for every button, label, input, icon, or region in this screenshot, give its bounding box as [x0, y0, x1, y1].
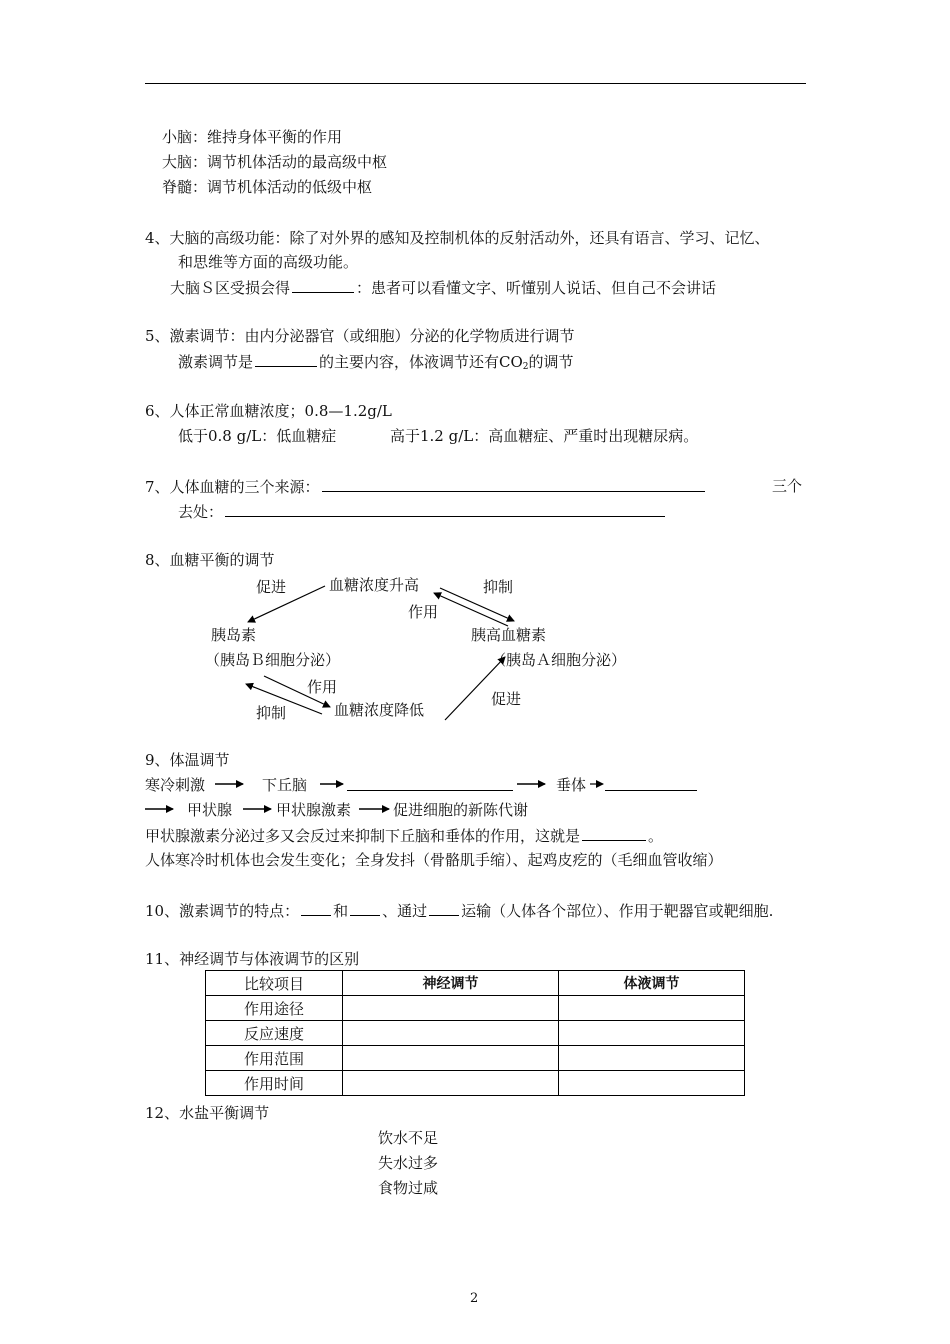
cold-stimulus: 寒冷刺激: [145, 776, 206, 794]
feature-blank-3[interactable]: [429, 900, 459, 916]
arrow-fall-to-insulin: [246, 684, 322, 714]
hormone-reg-text: 激素调节是: [178, 353, 254, 371]
row-label: 作用范围: [206, 1046, 343, 1071]
neural-cell[interactable]: [343, 996, 559, 1021]
trh-blank[interactable]: [347, 775, 513, 791]
humoral-cell[interactable]: [559, 1071, 745, 1096]
and-text: 和: [333, 902, 349, 920]
action-top-label: 作用: [408, 603, 439, 621]
section5-line1: 5、激素调节：由内分泌器官（或细胞）分泌的化学物质进行调节: [145, 327, 575, 345]
glucagon-source: （胰岛Ａ细胞分泌）: [491, 651, 627, 669]
via-text: 、通过: [382, 902, 428, 920]
thyroxine-node: 甲状腺激素: [276, 801, 352, 819]
arrow-fall-to-glucagon: [445, 657, 505, 720]
cerebrum-line: 大脑：调节机体活动的最高级中枢: [162, 153, 388, 171]
glucose-destinations-label: 去处：: [178, 503, 224, 521]
thyroid-node: 甲状腺: [187, 801, 233, 819]
inhibit-bottom-label: 抑制: [256, 704, 287, 722]
tsh-blank[interactable]: [605, 775, 697, 791]
transport-text: 运输（人体各个部位）、作用于靶器官或靶细胞.: [461, 902, 774, 920]
water-item-1: 饮水不足: [378, 1129, 439, 1147]
co2-subscript: 2: [522, 362, 529, 372]
spinal-line: 脊髓：调节机体活动的低级中枢: [162, 178, 373, 196]
insulin-source: （胰岛Ｂ细胞分泌）: [205, 651, 341, 669]
inhibit-top-label: 抑制: [483, 578, 514, 596]
arrow-rise-to-insulin: [248, 586, 325, 622]
feedback-end: 。: [648, 827, 664, 845]
humoral-cell[interactable]: [559, 1021, 745, 1046]
promote-left-label: 促进: [256, 578, 287, 596]
table-row: [206, 996, 745, 1021]
s-area-text: 大脑Ｓ区受损会得: [170, 279, 291, 297]
shiver-line: 人体寒冷时机体也会发生变化；全身发抖（骨骼肌手缩）、起鸡皮疙的（毛细血管收缩）: [145, 851, 723, 869]
feedback-text: 甲状腺激素分泌过多又会反过来抑制下丘脑和垂体的作用，这就是: [145, 827, 581, 845]
feature-blank-2[interactable]: [350, 900, 380, 916]
water-item-2: 失水过多: [378, 1154, 439, 1172]
section12-title: 12、水盐平衡调节: [145, 1104, 270, 1122]
glucose-fall-node: 血糖浓度降低: [334, 701, 425, 719]
table-header-row: [206, 971, 745, 996]
metabolism-node: 促进细胞的新陈代谢: [393, 801, 529, 819]
table-row: [206, 1071, 745, 1096]
tsh-blank-wrap: [603, 775, 699, 796]
page-number: 2: [470, 1291, 479, 1306]
high-glucose: 高于1.2 g/L：高血糖症、严重时出现糖尿病。: [390, 427, 699, 445]
action-bottom-label: 作用: [307, 678, 338, 696]
water-item-3: 食物过咸: [378, 1179, 439, 1197]
section4-line1: 4、大脑的高级功能：除了对外界的感知及控制机体的反射活动外，还具有语言、学习、记忆、: [145, 229, 770, 247]
humoral-cell[interactable]: [559, 996, 745, 1021]
pituitary-node: 垂体: [556, 776, 587, 794]
section8-title: 8、血糖平衡的调节: [145, 551, 275, 569]
insulin-node: 胰岛素: [211, 626, 257, 644]
features-label: 10、激素调节的特点：: [145, 902, 300, 920]
hypothalamus-node: 下丘脑: [262, 776, 308, 794]
glucose-sources-label: 7、人体血糖的三个来源：: [145, 478, 320, 496]
section6-line1: 6、人体正常血糖浓度；0.8—1.2g/L: [145, 402, 392, 420]
arrow-insulin-to-fall: [264, 676, 330, 707]
arrow-glucagon-to-rise: [434, 593, 508, 626]
neural-cell[interactable]: [343, 1021, 559, 1046]
glucose-rise-node: 血糖浓度升高: [329, 576, 420, 594]
feedback-line: [145, 825, 663, 846]
row-label: 作用时间: [206, 1071, 343, 1096]
table-row: [206, 1046, 745, 1071]
cerebellum-line: 小脑：维持身体平衡的作用: [162, 128, 343, 146]
neural-cell[interactable]: [343, 1046, 559, 1071]
section10-line: [145, 900, 773, 921]
arrow-rise-to-glucagon: [440, 588, 514, 621]
table-row: [206, 1021, 745, 1046]
feedback-blank[interactable]: [582, 825, 646, 841]
promote-right-label: 促进: [491, 690, 522, 708]
neural-cell[interactable]: [343, 1071, 559, 1096]
section7-right: 三个: [772, 477, 803, 495]
low-glucose: 低于0.8 g/L：低血糖症: [178, 427, 337, 445]
row-label: 反应速度: [206, 1021, 343, 1046]
s-area-desc: ：患者可以看懂文字、听懂别人说话、但自己不会讲话: [356, 279, 717, 297]
comparison-table: [205, 970, 745, 1096]
feature-blank-1[interactable]: [301, 900, 331, 916]
trh-blank-wrap: [345, 775, 515, 796]
section9-title: 9、体温调节: [145, 751, 230, 769]
glucagon-node: 胰高血糖素: [471, 626, 547, 644]
section11-title: 11、神经调节与体液调节的区别: [145, 950, 360, 968]
co2-text: 的主要内容，体液调节还有CO: [319, 353, 523, 371]
header-item: 比较项目: [206, 971, 343, 996]
row-label: 作用途径: [206, 996, 343, 1021]
section4-line2: 和思维等方面的高级功能。: [178, 253, 359, 271]
header-humoral: 体液调节: [559, 971, 745, 996]
header-neural: 神经调节: [343, 971, 559, 996]
co2-tail: 的调节: [528, 353, 574, 371]
humoral-cell[interactable]: [559, 1046, 745, 1071]
